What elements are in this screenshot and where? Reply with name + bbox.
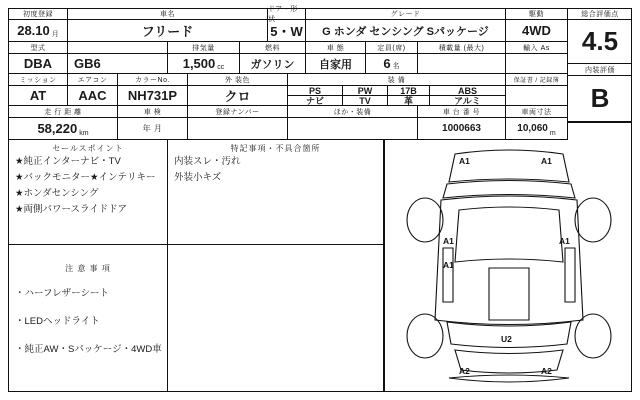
label-use: 車 態: [306, 42, 366, 54]
label-fuel: 燃料: [240, 42, 306, 54]
length-number: 10,060: [517, 123, 548, 134]
caution-item: ・純正AW・Sパッケージ・4WD車: [15, 344, 162, 355]
displacement-unit: cc: [217, 64, 225, 71]
value-length: [506, 118, 568, 140]
value-drive: 4WD: [506, 20, 568, 42]
label-mission: ミッション: [8, 74, 68, 86]
caution-item: ・LEDヘッドライト: [15, 316, 100, 327]
damage-mark: A1: [443, 236, 454, 246]
initial-reg-unit: 月: [51, 31, 59, 38]
label-warranty: 保証書 / 記録簿: [506, 74, 568, 86]
sales-point-item: ★両側パワースライドドア: [15, 204, 127, 215]
caution-title: 注 意 事 項: [65, 264, 111, 273]
equip-ps: PS: [288, 86, 343, 96]
sales-point-item: ★バックモニター★インテリキー: [15, 172, 156, 183]
value-mission: AT: [8, 86, 68, 106]
label-reg-no: 登録ナンバー: [188, 106, 288, 118]
notes-box: [168, 140, 384, 245]
value-color-code: NH731P: [118, 86, 188, 106]
damage-mark: A1: [443, 260, 454, 270]
notes-item: 内装スレ・汚れ: [174, 156, 241, 167]
equip-abs: ABS: [430, 86, 506, 96]
label-initial-registration: 初度登録: [8, 8, 68, 20]
vehicle-outline-svg: [385, 140, 633, 392]
value-exterior-color: クロ: [188, 86, 288, 106]
label-type2-blank: [68, 42, 168, 54]
label-exterior-color: 外 装色: [188, 74, 288, 86]
label-interior-rating: 内装評価: [568, 64, 632, 76]
equip-nav: ナビ: [288, 96, 343, 106]
value-type-prefix: DBA: [8, 54, 68, 74]
capacity-unit: 名: [392, 63, 400, 70]
label-equipment: 装 備: [288, 74, 506, 86]
mileage-number: 58,220: [37, 121, 78, 136]
sales-points-title: セールスポイント: [52, 144, 124, 153]
value-model: フリード: [68, 20, 268, 42]
value-type-code: GB6: [68, 54, 168, 74]
mileage-unit: km: [79, 130, 89, 137]
label-drive: 駆動: [506, 8, 568, 20]
value-mileage: [8, 118, 118, 140]
label-type: 型式: [8, 42, 68, 54]
value-doors: 5・W: [268, 20, 306, 42]
value-reg-no: [188, 118, 288, 140]
value-chassis: 1000663: [418, 118, 506, 140]
sales-points-box: [8, 140, 168, 245]
value-interior-rating: B: [568, 76, 632, 122]
label-load: 積載量 (最大): [418, 42, 506, 54]
value-fuel: ガソリン: [240, 54, 306, 74]
label-total-rating: 総合評価点: [568, 8, 632, 20]
value-grade: G ホンダ センシング Sパッケージ: [306, 20, 506, 42]
damage-mark: U2: [501, 334, 512, 344]
value-etc: [288, 118, 418, 140]
value-aircon: AAC: [68, 86, 118, 106]
capacity-number: 6: [383, 56, 391, 71]
label-inspection: 車 検: [118, 106, 188, 118]
sales-point-item: ★ホンダセンシング: [15, 188, 99, 199]
value-warranty: [506, 86, 568, 106]
label-displacement: 排気量: [168, 42, 240, 54]
value-capacity: [366, 54, 418, 74]
damage-diagram: [384, 140, 632, 392]
label-grade: グレード: [306, 8, 506, 20]
value-use: 自家用: [306, 54, 366, 74]
label-mileage: 走 行 距 離: [8, 106, 118, 118]
label-chassis: 車 台 番 号: [418, 106, 506, 118]
equip-leather: 革: [388, 96, 430, 106]
damage-mark: A2: [541, 366, 552, 376]
notes-title: 特記事項・不具合箇所: [230, 144, 321, 153]
value-load: [418, 54, 506, 74]
blank-box: [168, 245, 384, 392]
label-length: 車両寸法: [506, 106, 568, 118]
label-model: 車名: [68, 8, 268, 20]
notes-item: 外装小キズ: [174, 172, 222, 183]
initial-reg-number: 28.10: [17, 23, 50, 38]
caution-box: [8, 245, 168, 392]
damage-mark: A2: [459, 366, 470, 376]
equip-alumi: アルミ: [430, 96, 506, 106]
equip-tv: TV: [343, 96, 388, 106]
sales-point-item: ★純正インターナビ・TV: [15, 156, 121, 167]
rating-spacer: [568, 122, 632, 140]
caution-item: ・ハーフレザーシート: [15, 288, 109, 299]
value-total-rating: 4.5: [568, 20, 632, 64]
label-etc: ほか・装備: [288, 106, 418, 118]
label-aircon: エアコン: [68, 74, 118, 86]
value-inspection-year: 年 月: [118, 118, 188, 140]
label-import: 輸入 As: [506, 42, 568, 54]
length-unit: m: [549, 130, 556, 137]
displacement-number: 1,500: [182, 56, 216, 71]
value-import: [506, 54, 568, 74]
value-displacement: [168, 54, 240, 74]
value-initial-registration: [8, 20, 68, 42]
label-color-code: カラーNo.: [118, 74, 188, 86]
label-capacity: 定員(席): [366, 42, 418, 54]
equip-17b: 17B: [388, 86, 430, 96]
label-doors: ドア・形状: [268, 8, 306, 20]
damage-mark: A1: [541, 156, 552, 166]
damage-mark: A1: [559, 236, 570, 246]
equip-pw: PW: [343, 86, 388, 96]
damage-mark: A1: [459, 156, 470, 166]
